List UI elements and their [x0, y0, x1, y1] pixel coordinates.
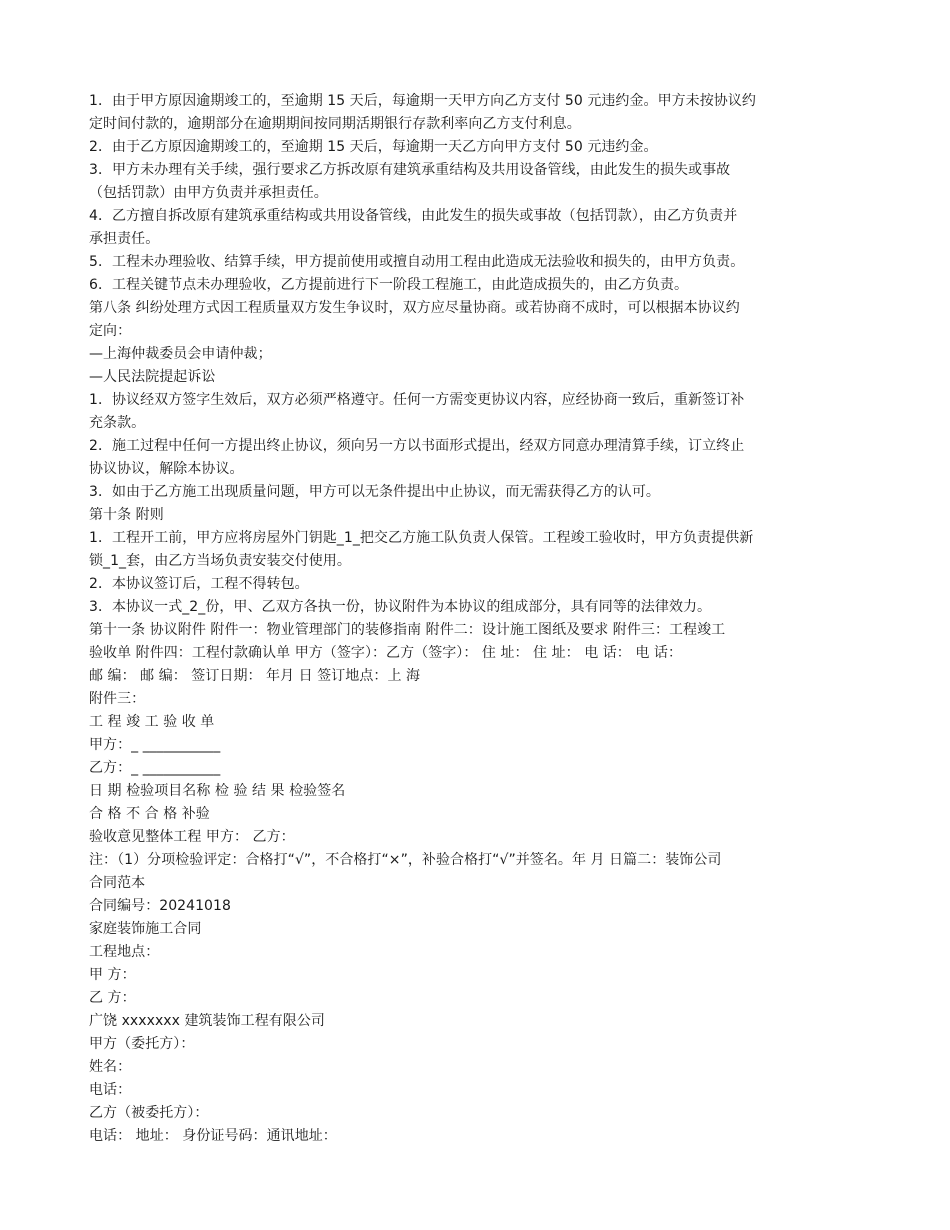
contact-fields: 电话： 地址： 身份证号码：通讯地址： — [89, 1128, 337, 1144]
article-11-line-3: 邮 编： 邮 编： 签订日期： 年月 日 签订地点：上 海 — [89, 668, 421, 684]
clause-7-4-line-1: 4．乙方擅自拆改原有建筑承重结构或共用设备管线，由此发生的损失或事故（包括罚款），由乙方负责并 — [89, 208, 738, 224]
party-b-label: 乙 方： — [89, 990, 136, 1006]
dispute-option-arbitration: —上海仲裁委员会申请仲裁； — [89, 346, 272, 362]
contract-number: 合同编号：20241018 — [89, 898, 231, 914]
contract-title: 家庭装饰施工合同 — [89, 921, 202, 937]
phone-label: 电话： — [89, 1082, 132, 1098]
clause-9-1-line-1: 1．协议经双方签字生效后，双方必须严格遵守。任何一方需变更协议内容，应经协商一致后，重新签订补 — [89, 392, 745, 408]
clause-9-3: 3．如由于乙方施工出现质量问题，甲方可以无条件提出中止协议，而无需获得乙方的认可。 — [89, 484, 660, 500]
project-location: 工程地点： — [89, 944, 160, 960]
article-8-heading: 第八条 纠纷处理方式因工程质量双方发生争议时，双方应尽量协商。或若协商不成时，可以根据本协议约 — [89, 300, 740, 316]
clause-7-2: 2．由于乙方原因逾期竣工的，至逾期 15 天后，每逾期一天乙方向甲方支付 50 元违约金。 — [89, 139, 658, 155]
clause-7-6: 6．工程关键节点未办理验收，乙方提前进行下一阶段工程施工，由此造成损失的，由乙方负责。 — [89, 277, 689, 293]
party-a-blank: 甲方：_ ___________ — [89, 737, 221, 753]
agent-label: 乙方（被委托方）： — [89, 1105, 209, 1121]
clause-10-1-line-1: 1．工程开工前，甲方应将房屋外门钥匙_1_把交乙方施工队负责人保管。工程竣工验收时，甲方负责提供新 — [89, 530, 754, 546]
inspection-note-line-2: 合同范本 — [89, 875, 146, 891]
appendix-3-label: 附件三： — [89, 691, 146, 707]
inspection-note-line-1: 注：（1）分项检验评定：合格打“√”，不合格打“×”，补验合格打“√”并签名。年 月 日篇二：装饰公司 — [89, 852, 722, 868]
acceptance-opinion: 验收意见整体工程 甲方： 乙方： — [89, 829, 295, 845]
acceptance-form-title: 工 程 竣 工 验 收 单 — [89, 714, 215, 730]
acceptance-result-options: 合 格 不 合 格 补验 — [89, 806, 210, 822]
article-11-line-2: 验收单 附件四：工程付款确认单 甲方（签字）：乙方（签字）： 住 址： 住 址： 电 话： 电 话： — [89, 645, 682, 661]
article-10-heading: 第十条 附则 — [89, 507, 164, 523]
clause-9-2-line-2: 协议协议，解除本协议。 — [89, 461, 244, 477]
document-page — [89, 90, 864, 1148]
clause-9-2-line-1: 2．施工过程中任何一方提出终止协议，须向另一方以书面形式提出，经双方同意办理清算手续，订立终止 — [89, 438, 745, 454]
article-11-line-1: 第十一条 协议附件 附件一：物业管理部门的装修指南 附件二：设计施工图纸及要求 附件三：工程竣工 — [89, 622, 726, 638]
clause-7-5: 5．工程未办理验收、结算手续，甲方提前使用或擅自动用工程由此造成无法验收和损失的，由甲方负责。 — [89, 254, 745, 270]
clause-7-1-line-2: 定时间付款的，逾期部分在逾期期间按同期活期银行存款利率向乙方支付利息。 — [89, 116, 581, 132]
clause-7-3-line-2: （包括罚款）由甲方负责并承担责任。 — [89, 185, 328, 201]
article-8-line-2: 定向： — [89, 323, 132, 339]
clause-10-1-line-2: 锁_1_套，由乙方当场负责安装交付使用。 — [89, 553, 351, 569]
party-b-blank: 乙方：_ ___________ — [89, 760, 221, 776]
acceptance-table-header: 日 期 检验项目名称 检 验 结 果 检验签名 — [89, 783, 346, 799]
clause-7-1-line-1: 1．由于甲方原因逾期竣工的，至逾期 15 天后，每逾期一天甲方向乙方支付 50 元违约金。甲方未按协议约 — [89, 93, 756, 109]
clause-10-2: 2．本协议签订后，工程不得转包。 — [89, 576, 309, 592]
company-name: 广饶 xxxxxxx 建筑装饰工程有限公司 — [89, 1013, 325, 1029]
dispute-option-court: —人民法院提起诉讼 — [89, 369, 216, 385]
principal-label: 甲方（委托方）： — [89, 1036, 195, 1052]
clause-9-1-line-2: 充条款。 — [89, 415, 146, 431]
party-a-label: 甲 方： — [89, 967, 136, 983]
clause-10-3: 3．本协议一式_2_份，甲、乙双方各执一份，协议附件为本协议的组成部分，具有同等的法律效力。 — [89, 599, 712, 615]
clause-7-4-line-2: 承担责任。 — [89, 231, 160, 247]
name-label: 姓名： — [89, 1059, 132, 1075]
clause-7-3-line-1: 3．甲方未办理有关手续，强行要求乙方拆改原有建筑承重结构及共用设备管线，由此发生的损失或事故 — [89, 162, 731, 178]
